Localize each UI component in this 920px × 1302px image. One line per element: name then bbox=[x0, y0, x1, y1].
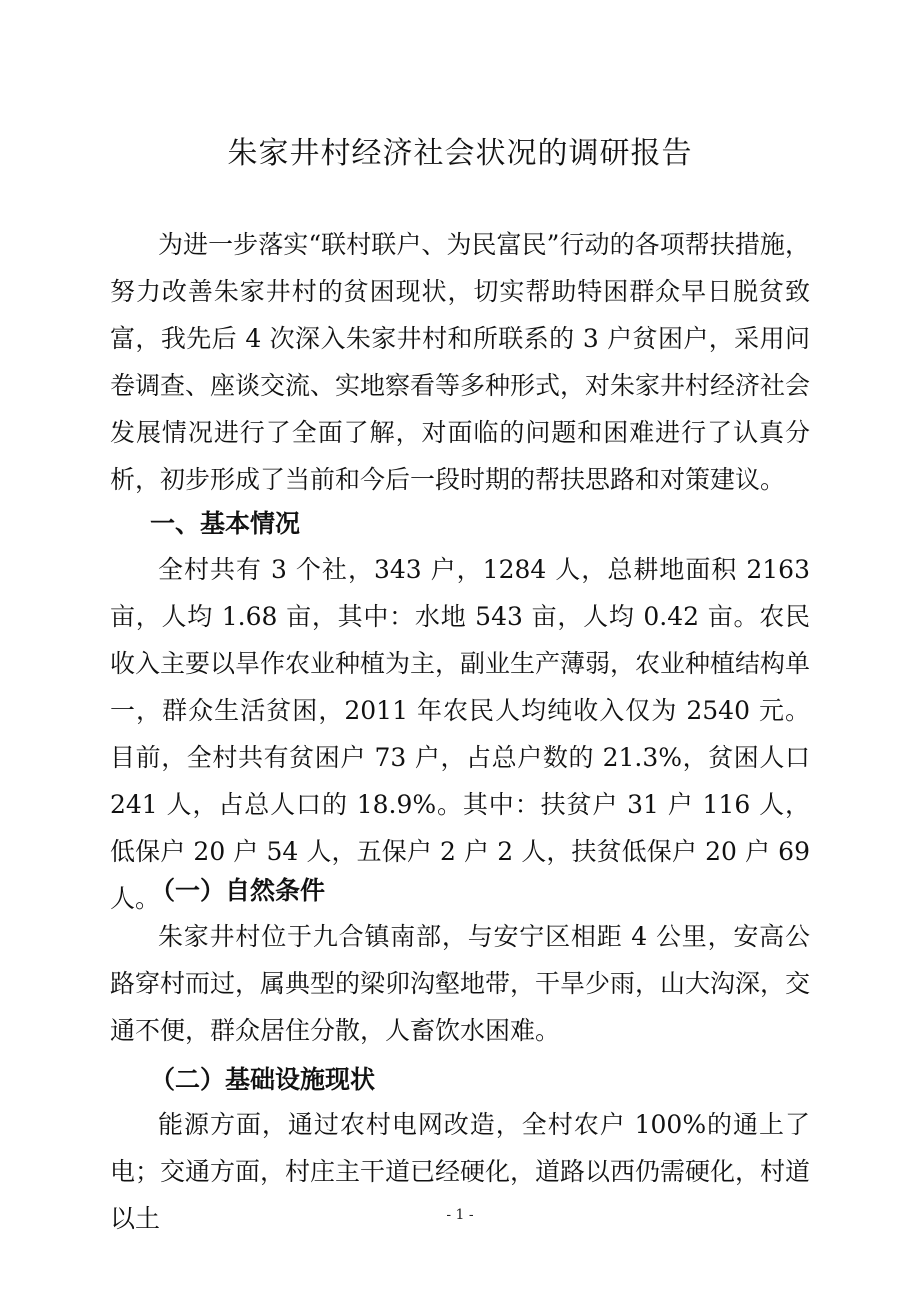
document-title: 朱家井村经济社会状况的调研报告 bbox=[227, 136, 693, 171]
subsection-heading-natural-conditions: （一）自然条件 bbox=[150, 876, 326, 905]
natural-conditions-paragraph: 朱家井村位于九合镇南部，与安宁区相距 4 公里，安高公路穿村而过，属典型的梁卯沟壑地带，干旱少雨，山大沟深，交通不便，群众居住分散，人畜饮水困难。 bbox=[110, 922, 811, 1045]
intro-paragraph: 为进一步落实“联村联户、为民富民”行动的各项帮扶措施，努力改善朱家井村的贫困现状，切实帮助特困群众早日脱贫致富，我先后 4 次深入朱家井村和所联系的 3 户贫困户，采用问卷调查、座谈交流、实地察看等多种形式，对朱家井村经济社会发展情况进行了全面了解，对面临的问题和困难进行了认真分析，初步形成了当前和今后一段时期的帮扶思路和对策建议。 bbox=[110, 230, 811, 494]
page-number: - 1 - bbox=[446, 1207, 474, 1223]
basic-situation-paragraph: 全村共有 3 个社，343 户，1284 人，总耕地面积 2163 亩，人均 1.68 亩，其中：水地 543 亩，人均 0.42 亩。农民收入主要以旱作农业种植为主，副业生产薄弱，农业种植结构单一，群众生活贫困，2011 年农民人均纯收入仅为 2540 元。目前，全村共有贫困户 73 户，占总户数的 21.3%，贫困人口 241 人，占总人口的 18.9%。其中：扶贫户 31 户 116 人，低保户 20 户 54 人，五保户 2 户 2 人，扶贫低保户 20 户 69 人。 bbox=[110, 555, 811, 913]
subsection-heading-infrastructure: （二）基础设施现状 bbox=[150, 1065, 376, 1094]
section-heading-basic-situation: 一、基本情况 bbox=[150, 509, 301, 538]
infrastructure-paragraph: 能源方面，通过农村电网改造，全村农户 100%的通上了电；交通方面，村庄主干道已经硬化，道路以西仍需硬化，村道以土 bbox=[110, 1110, 811, 1233]
